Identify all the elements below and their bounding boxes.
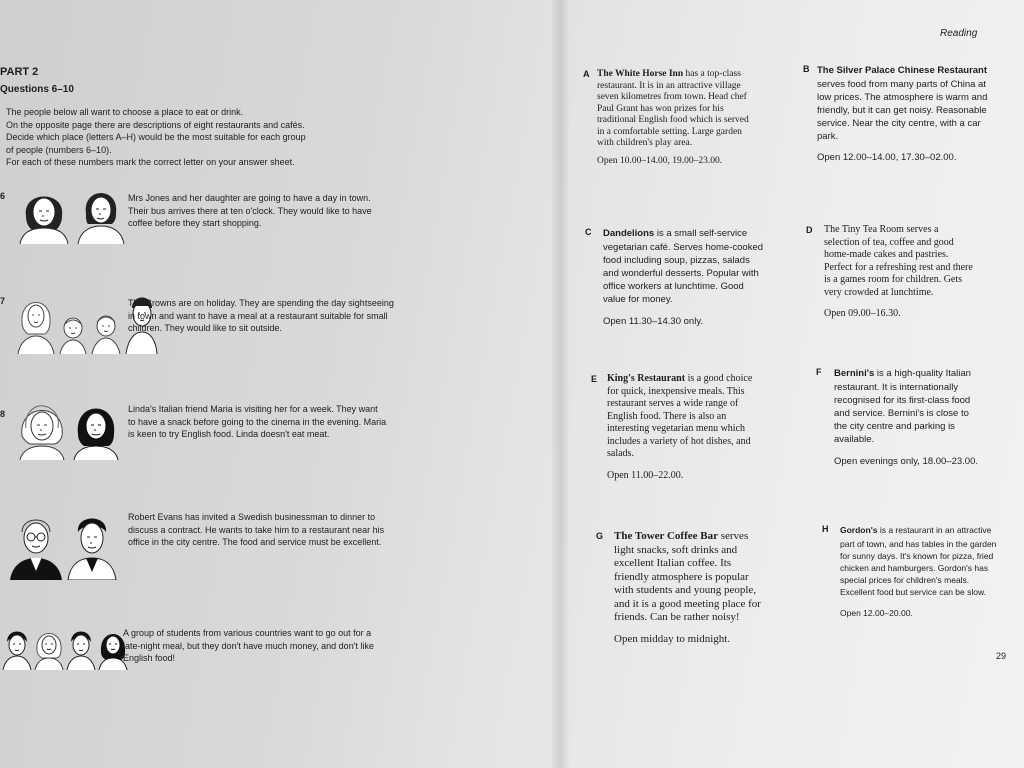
place-e: E King's Restaurant is a good choice for quick, inexpensive meals. This restaurant serves a wide range of English food. There is also an interesting vegetarian menu which includes a variety of hot dishes, and salads. Open 11.00–22.00. (607, 373, 797, 482)
instruction-line: For each of these numbers mark the correct letter on your answer sheet. (6, 157, 295, 167)
place-name: The Tower Coffee Bar (614, 530, 718, 542)
place-g: G The Tower Coffee Bar serves light snacks, soft drinks and excellent Italian coffee. Its friendly atmosphere is popular with students and young people, and it is a good meeting place for friends. Can be rather noisy! Open midday to midnight. (614, 530, 814, 646)
place-name: Gordon's (840, 525, 878, 535)
place-letter: B (803, 64, 810, 74)
child-face-icon (58, 314, 88, 354)
place-letter: D (806, 225, 813, 235)
instructions (6, 106, 426, 169)
book-gutter (552, 0, 570, 768)
man-face-icon (66, 512, 118, 580)
place-name: The Tiny Tea Room (824, 224, 904, 235)
instruction-line: of people (numbers 6–10). (6, 144, 112, 155)
questions-title: Questions 6–10 (0, 84, 74, 95)
woman-face-icon (16, 182, 72, 244)
person-description: Robert Evans has invited a Swedish businessman to dinner to discuss a contract. He wants to take him to a restaurant near his office in the city centre. The food and service must be excellent. (128, 512, 385, 547)
woman-face-icon (16, 398, 68, 460)
question-number: 8 (0, 409, 6, 419)
part-title: PART 2 (0, 66, 39, 78)
place-name: King's Restaurant (607, 373, 686, 384)
place-name: The White Horse Inn (597, 69, 684, 79)
opening-hours: Open 11.30–14.30 only. (603, 315, 704, 327)
place-letter: A (583, 69, 590, 79)
illustration-students (2, 628, 128, 670)
place-c: C Dandelions is a small self-service vegetarian café. Serves home-cooked food including soup, pizzas, salads and wonderful desserts. Popular with office workers at lunchtime. Good value for money. Open 11.30–14.30 only. (603, 227, 793, 328)
place-letter: G (596, 531, 604, 541)
instruction-line: Decide which place (letters A–H) would be the most suitable for each group (6, 132, 306, 142)
woman-face-icon (34, 628, 64, 670)
place-a: A The White Horse Inn has a top-class restaurant. It is in an attractive village seven kilometres from town. Head chef Paul Grant has won prizes for his traditional English food which is served in a comfortable setting. Large garden with children's play area. Open 10.00–14.00, 19.00–23.00. (597, 69, 787, 167)
place-letter: H (822, 524, 829, 534)
man-with-glasses-icon (8, 512, 64, 580)
man-face-icon (2, 628, 32, 670)
person-description: Mrs Jones and her daughter are going to have a day in town. Their bus arrives there at ten o'clock. They would like to have coffee before they start shopping. (128, 193, 372, 228)
opening-hours: Open 10.00–14.00, 19.00–23.00. (597, 155, 723, 166)
opening-hours: Open 09.00–16.30. (824, 308, 901, 319)
place-letter: E (591, 374, 598, 384)
illustration-two-women (16, 398, 122, 460)
man-face-icon (66, 628, 96, 670)
question-number: 6 (0, 191, 6, 201)
illustration-mother-daughter (16, 182, 126, 244)
person-description: Linda's Italian friend Maria is visiting her for a week. They want to have a snack before going to the cinema in the evening. Maria is keen to try English food. Linda doesn't eat meat. (128, 404, 387, 439)
place-letter: C (585, 227, 592, 237)
child-face-icon (90, 310, 122, 354)
person-description: The Browns are on holiday. They are spending the day sightseeing in town and want to have a meal at a restaurant suitable for small children. They would like to sit outside. (128, 298, 394, 333)
place-name: The Silver Palace Chinese Restaurant (817, 65, 988, 76)
woman-face-icon (16, 292, 56, 354)
illustration-two-businessmen (8, 512, 118, 580)
place-name: Dandelions (603, 228, 655, 239)
place-d: D The Tiny Tea Room serves a selection of tea, coffee and good home-made cakes and pastries. Perfect for a refreshing rest and there is a games room for children. Gets very crowded at lunchtime. Open 09.00–16.30. (824, 224, 1014, 321)
opening-hours: Open 12.00–20.00. (840, 607, 913, 618)
opening-hours: Open 11.00–22.00. (607, 469, 684, 481)
opening-hours: Open evenings only, 18.00–23.00. (834, 455, 979, 467)
girl-face-icon (74, 182, 126, 244)
person-description: A group of students from various countries want to go out for a late-night meal, but they don't have much money, and don't like English food! (123, 628, 374, 663)
question-number: 7 (0, 296, 6, 306)
woman-face-icon (70, 398, 122, 460)
instruction-line: On the opposite page there are descriptions of eight restaurants and cafés. (6, 119, 305, 130)
running-head: Reading (940, 28, 978, 39)
place-letter: F (816, 367, 822, 377)
place-h: H Gordon's is a restaurant in an attractive part of town, and has tables in the garden for sunny days. It's known for pizza, fried chicken and hamburgers. Gordon's has special prices for children's meals. Excellent food but service can be slow. Open 12.00–20.00. (840, 524, 1020, 619)
page-number: 29 (996, 651, 1007, 661)
place-b: B The Silver Palace Chinese Restaurant serves food from many parts of China at low prices. The atmosphere is warm and friendly, but it can get noisy. Reasonable service. Near the city centre, with a car park. Open 12.00–14.00, 17.30–02.00. (817, 64, 1017, 164)
opening-hours: Open midday to midnight. (614, 632, 731, 645)
place-f: F Bernini's is a high-quality Italian restaurant. It is internationally recognised for its first-class food and service. Bernini's is close to the city centre and parking is available. Open evenings only, 18.00–23.00. (834, 367, 1014, 468)
opening-hours: Open 12.00–14.00, 17.30–02.00. (817, 151, 957, 163)
place-name: Bernini's (834, 368, 875, 379)
instruction-line: The people below all want to choose a place to eat or drink. (6, 107, 244, 117)
